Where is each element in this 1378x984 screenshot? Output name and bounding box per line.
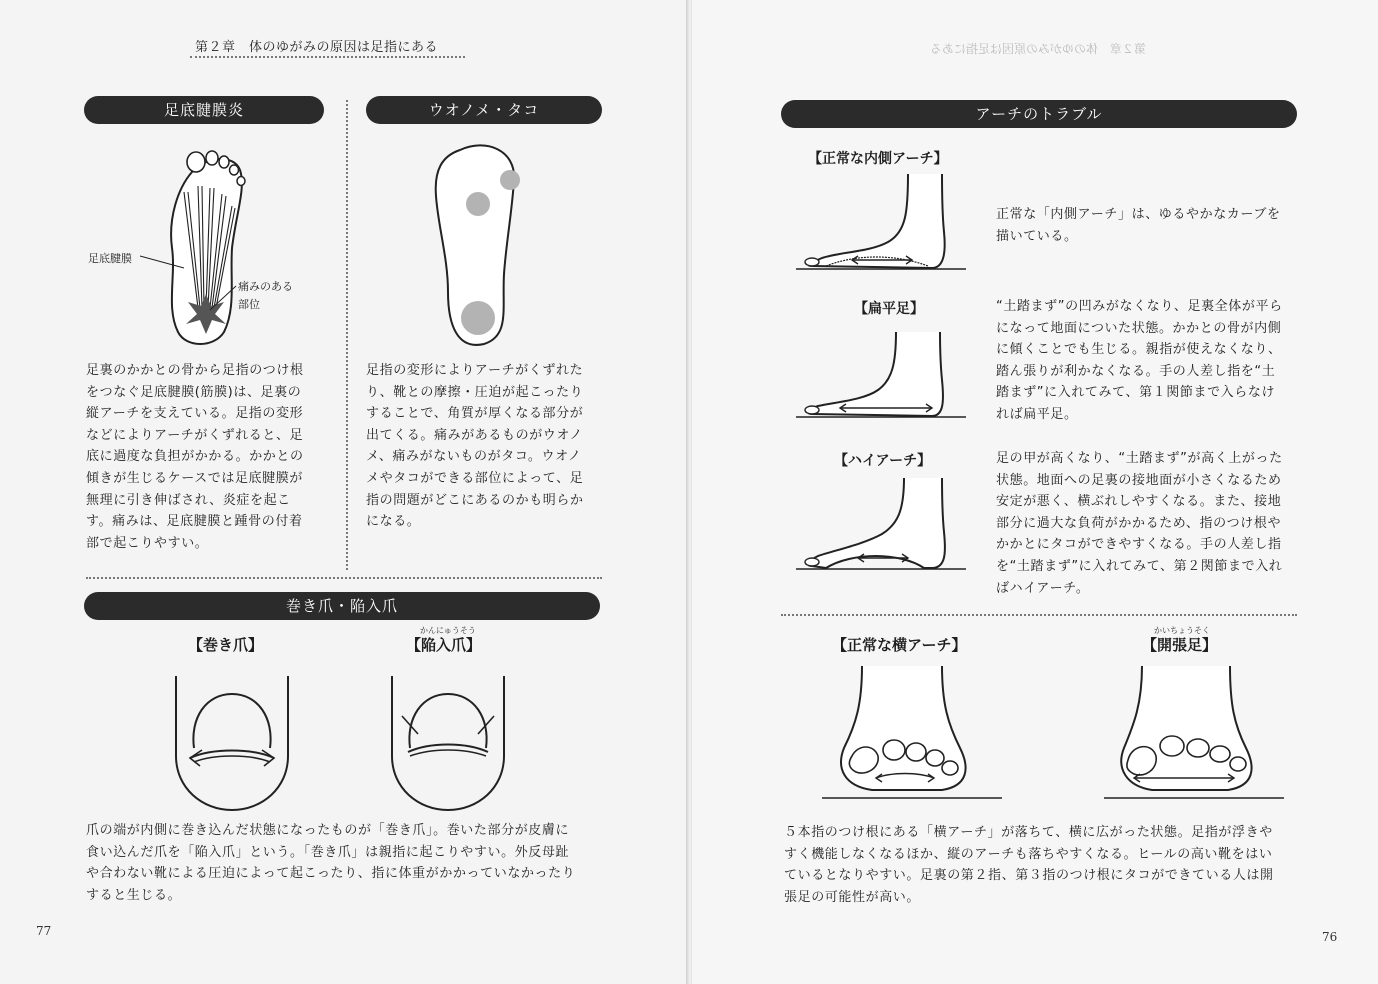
ruby-splay-foot: かいちょうそく (1154, 626, 1210, 635)
label-plantar-fascia: 足底腱膜 (88, 252, 132, 265)
page-number-right: 76 (1322, 930, 1338, 944)
label-pain-area: 痛みのある 部位 (238, 280, 293, 311)
high-arch-foot-illustration (796, 476, 966, 572)
section-divider (86, 577, 602, 579)
normal-transverse-arch-illustration (822, 664, 1002, 806)
ingrown-nail-text: 爪の端が内側に巻き込んだ状態になったものが「巻き爪」。巻いた部分が皮膚に 食い込んだ爪を「陥入爪」という。「巻き爪」は親指に起こりやすい。外反母趾 や合わない靴による圧迫によって起こったり、指に体重がかかっていなかったり すると生じる。 (86, 823, 576, 903)
label-flat-foot: 【扁平足】 (854, 301, 924, 317)
curled-nail-illustration (172, 676, 292, 816)
running-head: 第２章 体のゆがみの原因は足指にある (195, 40, 439, 55)
section-title-ingrown-nail: 巻き爪・陥入爪 (84, 592, 600, 620)
right-section-divider (781, 614, 1297, 616)
plantar-fascia-foot-illustration (140, 148, 340, 358)
left-page (0, 0, 688, 984)
flat-foot-text: “土踏まず”の凹みがなくなり、足裏全体が平ら になって地面についた状態。かかとの骨が内側 に傾くことでも生じる。親指が使えなくなり、 踏ん張りが利かなくなる。手の人差し指を“土 踏まず”に入れてみて、第１関節まで入らなけ れば扁平足。 (996, 299, 1283, 422)
section-title-plantar-fasciitis: 足底腱膜炎 (84, 96, 324, 124)
normal-arch-text: 正常な「内側アーチ」は、ゆるやかなカーブを 描いている。 (996, 207, 1281, 244)
label-normal-transverse-arch: 【正常な横アーチ】 (832, 636, 967, 654)
ruby-ingrown-nail: かんにゅうそう (420, 626, 476, 635)
section-title-arch-trouble: アーチのトラブル (781, 100, 1297, 128)
label-ingrown-nail: 【陥入爪】 (406, 636, 482, 654)
label-curled-nail: 【巻き爪】 (188, 636, 264, 654)
corn-callus-foot-illustration (430, 140, 540, 350)
label-splay-foot: 【開張足】 (1142, 636, 1218, 654)
running-head-rule (190, 56, 465, 58)
label-normal-medial-arch: 【正常な内側アーチ】 (808, 151, 948, 167)
splay-foot-illustration (1104, 664, 1284, 806)
plantar-fasciitis-text: 足裏のかかとの骨から足指のつけ根 をつなぐ足底腱膜(筋膜)は、足裏の 縦アーチを支えている。足指の変形 などによりアーチがくずれると、足 底に過度な負担がかかる。かかとの 傾きが生じるケースでは足底腱膜が 無理に引き伸ばされ、炎症を起こ す。痛みは、足底腱膜と踵骨の付着 部で起こりやすい。 (86, 363, 304, 551)
column-divider (346, 100, 348, 570)
splay-foot-text: ５本指のつけ根にある「横アーチ」が落ちて、横に広がった状態。足指が浮きや すく機能しなくなるほか、縦のアーチも落ちやすくなる。ヒールの高い靴をはい ているとなりやすい。足裏の第２指、第３指のつけ根にタコができている人は開 張足の可能性が高い。 (784, 825, 1274, 905)
show-through-running-head: 第２章 体のゆがみの原因は足指にある (930, 42, 1147, 56)
normal-arch-foot-illustration (796, 172, 966, 272)
page-number-left: 77 (36, 924, 52, 938)
flat-foot-illustration (796, 330, 966, 420)
corns-calluses-text: 足指の変形によりアーチがくずれた り、靴との摩擦・圧迫が起こったり することで、角質が厚くなる部分が 出てくる。痛みがあるものがウオノ メ、痛みがないものがタコ。ウオノ メやタコができる部位によって、足 指の問題がどこにあるのかも明らか になる。 (366, 363, 584, 530)
label-high-arch: 【ハイアーチ】 (834, 453, 932, 469)
right-page (692, 0, 1378, 984)
ingrown-nail-illustration (388, 676, 508, 816)
section-title-corns-calluses: ウオノメ・タコ (366, 96, 602, 124)
high-arch-text: 足の甲が高くなり、“土踏まず”が高く上がった 状態。地面への足裏の接地面が小さくなるため 安定が悪く、横ぶれしやすくなる。また、接地 部分に過大な負荷がかかるため、指のつけ根や かかとにタコができやすくなる。手の人差し指 を“土踏まず”に入れてみて、第２関節まで入れ ばハイアーチ。 (996, 451, 1283, 596)
